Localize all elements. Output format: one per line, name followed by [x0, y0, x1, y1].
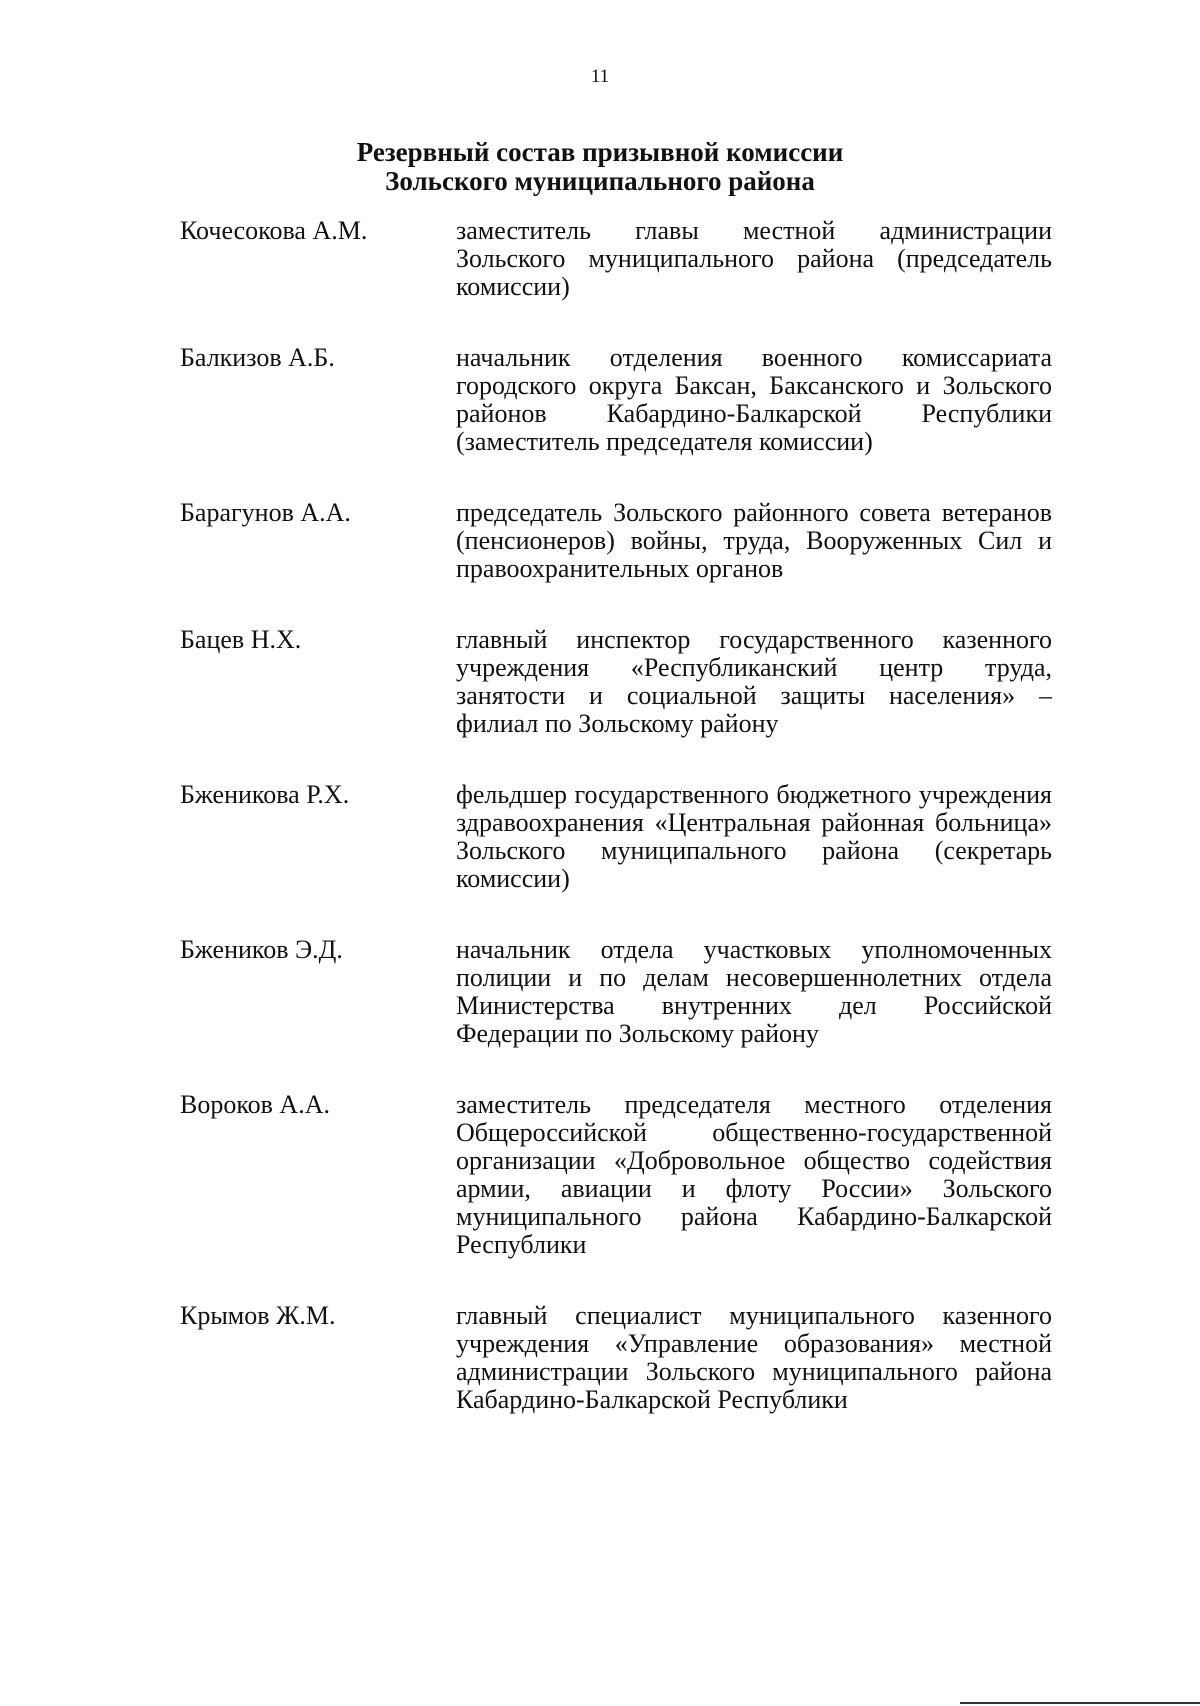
member-role: председатель Зольского районного совета ветеранов (пенсионеров) войны, труда, Вооруженных Сил и правоохранительных органов — [456, 498, 1052, 583]
member-row — [180, 1302, 1052, 1414]
member-row — [180, 217, 1052, 301]
scan-edge-line — [960, 1702, 1200, 1704]
member-name: Барагунов А.А. — [180, 498, 351, 527]
page-number: 11 — [590, 66, 610, 87]
title-line-2: Зольского муниципального района — [385, 166, 815, 196]
member-role: главный специалист муниципального казенного учреждения «Управление образования» местной администрации Зольского муниципального района Кабардино-Балкарской Республики — [456, 1301, 1052, 1414]
page-title — [0, 138, 1200, 196]
member-name: Бжеников Э.Д. — [180, 935, 343, 964]
member-role: главный инспектор государственного казенного учреждения «Республиканский центр труда, занятости и социальной защиты населения» – филиал по Зольскому району — [456, 625, 1052, 738]
member-name: Бженикова Р.Х. — [180, 780, 350, 809]
member-row — [180, 781, 1052, 893]
member-name: Бацев Н.Х. — [180, 625, 302, 654]
member-name: Крымов Ж.М. — [180, 1301, 336, 1330]
title-line-1: Резервный состав призывной комиссии — [356, 137, 844, 167]
member-name: Кочесокова А.М. — [180, 216, 368, 245]
member-role: начальник отдела участковых уполномоченных полиции и по делам несовершеннолетних отдела Министерства внутренних дел Российской Федерации по Зольскому району — [456, 935, 1052, 1048]
member-row — [180, 936, 1052, 1048]
member-role: заместитель главы местной администрации Зольского муниципального района (председатель комиссии) — [456, 216, 1052, 301]
member-row — [180, 499, 1052, 583]
member-row — [180, 1091, 1052, 1259]
member-role: заместитель председателя местного отделения Общероссийской общественно-государственной организации «Добровольное общество содействия армии, авиации и флоту России» Зольского муниципального района Кабардино-Балкарской Республики — [456, 1090, 1052, 1259]
member-name: Балкизов А.Б. — [180, 343, 335, 372]
member-row — [180, 626, 1052, 738]
member-role: начальник отделения военного комиссариата городского округа Баксан, Баксанского и Зольского районов Кабардино-Балкарской Республики (заместитель председателя комиссии) — [456, 343, 1052, 456]
member-row — [180, 344, 1052, 456]
member-name: Вороков А.А. — [180, 1090, 330, 1119]
member-role: фельдшер государственного бюджетного учреждения здравоохранения «Центральная районная больница» Зольского муниципального района (секретарь комиссии) — [456, 780, 1052, 893]
member-list — [180, 217, 1052, 1457]
